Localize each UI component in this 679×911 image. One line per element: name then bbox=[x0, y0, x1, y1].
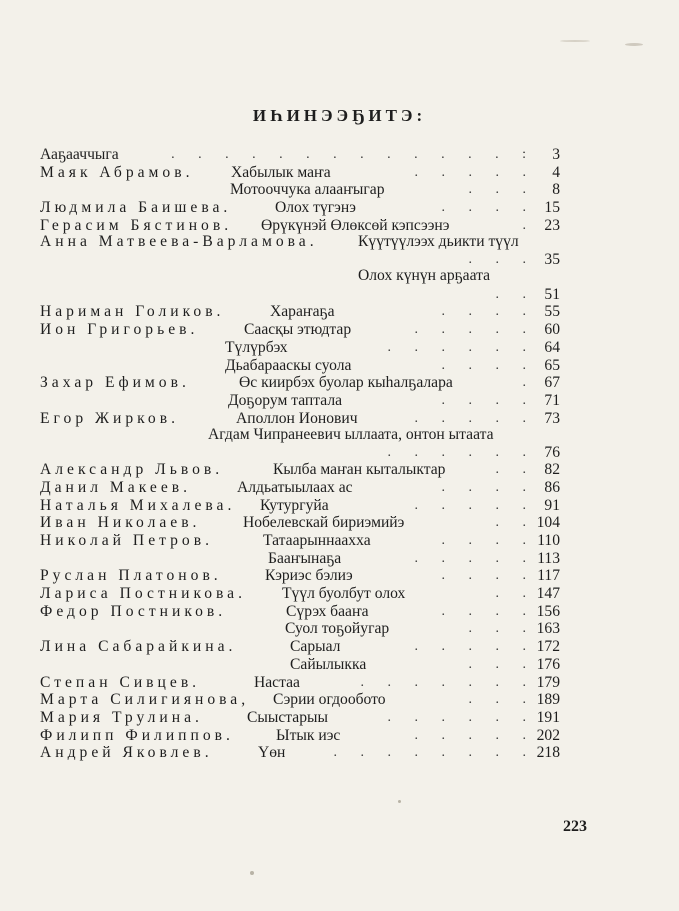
entry-title: Олох күнүн арҕаата bbox=[358, 267, 491, 285]
entry-page: 91 bbox=[544, 496, 560, 514]
entry-author: Иван Николаев. bbox=[40, 514, 201, 532]
entry-author: Захар Ефимов. bbox=[40, 374, 190, 392]
entry-page: 55 bbox=[544, 303, 560, 321]
toc-entry bbox=[40, 727, 560, 745]
entry-title: Суол тоҕойугар bbox=[285, 620, 390, 638]
entry-author: Андрей Яковлев. bbox=[40, 744, 213, 762]
leader-dots: . . . bbox=[468, 621, 536, 637]
toc-entry bbox=[40, 461, 560, 479]
entry-author: Герасим Бястинов. bbox=[40, 216, 233, 234]
entry-author: Степан Сивцев. bbox=[40, 673, 201, 691]
entry-page: 23 bbox=[544, 216, 560, 234]
leader-dots: . . . . . . . . bbox=[333, 745, 536, 761]
leader-dots: . bbox=[522, 375, 536, 391]
toc-entry bbox=[40, 303, 560, 321]
page-number: 223 bbox=[563, 818, 587, 835]
leader-dots: . . . . . bbox=[414, 322, 536, 338]
entry-page: 86 bbox=[544, 478, 560, 496]
contents-heading: ИҺИНЭЭҔИТЭ: bbox=[252, 106, 427, 125]
entry-title: Өрүкүнэй Өлөксөй кэпсээнэ bbox=[261, 216, 450, 234]
leader-dots: . . . bbox=[468, 656, 536, 672]
toc-entry bbox=[40, 603, 560, 621]
entry-author: Филипп Филиппов. bbox=[40, 726, 234, 744]
entry-page: 15 bbox=[544, 199, 560, 217]
paper-speck bbox=[250, 871, 254, 875]
leader-dots: . . . . . . . bbox=[360, 674, 536, 690]
leader-dots: . . bbox=[495, 462, 536, 478]
entry-title: Алдьатыылаах ас bbox=[237, 478, 353, 496]
leader-dots: . . . . . . bbox=[387, 444, 536, 460]
entry-page: 202 bbox=[536, 726, 560, 744]
toc-entry bbox=[40, 656, 560, 674]
leader-dots: . . . bbox=[468, 182, 536, 198]
leader-dots: . . . . bbox=[441, 603, 536, 619]
entry-title: Кылба маҥан кыталыктар bbox=[273, 461, 446, 479]
entry-author: Данил Макеев. bbox=[40, 478, 192, 496]
entry-title: Күүтүүлээх дьикти түүл bbox=[358, 233, 519, 251]
toc-entry bbox=[40, 268, 560, 303]
toc-entry bbox=[40, 620, 560, 638]
toc-entry bbox=[40, 674, 560, 692]
entry-title: Сайылыкка bbox=[290, 655, 367, 673]
entry-page: 8 bbox=[552, 181, 560, 199]
entry-author: Маяк Абрамов. bbox=[40, 163, 194, 181]
leader-dots: . . . . . . bbox=[387, 339, 536, 355]
entry-page: 110 bbox=[537, 532, 560, 549]
entry-author: Николай Петров. bbox=[40, 532, 213, 549]
leader-dots: . . . . . bbox=[414, 410, 536, 426]
entry-title: Сэрии огдообото bbox=[273, 691, 386, 709]
entry-title: Кутургуйа bbox=[260, 496, 329, 514]
leader-dots: . . . . bbox=[441, 357, 536, 373]
leader-dots: . bbox=[522, 217, 536, 233]
entry-page: 113 bbox=[537, 549, 560, 567]
entry-title: Олох түгэнэ bbox=[275, 199, 356, 217]
entry-title: Хараҥаҕа bbox=[270, 303, 335, 321]
entry-title: Нобелевскай бириэмийэ bbox=[243, 514, 405, 532]
toc-entry bbox=[40, 567, 560, 585]
toc-entry bbox=[40, 199, 560, 217]
entry-page: 60 bbox=[544, 321, 560, 339]
entry-page: 3 bbox=[552, 146, 560, 163]
entry-page: 218 bbox=[536, 744, 560, 762]
paper-speck bbox=[560, 40, 590, 42]
toc-entry bbox=[40, 146, 560, 164]
entry-title: Өс киирбэх буолар кыһалҕалара bbox=[239, 374, 453, 392]
entry-author: Анна Матвеева-Варламова. bbox=[40, 233, 318, 251]
entry-page: 51 bbox=[544, 285, 560, 303]
entry-page: 156 bbox=[536, 602, 560, 620]
toc-entry bbox=[40, 181, 560, 199]
toc-entry bbox=[40, 585, 560, 603]
leader-dots: . . . . . . bbox=[387, 709, 536, 725]
entry-page: 176 bbox=[536, 655, 560, 673]
toc-entry bbox=[40, 164, 560, 182]
leader-dots: . . . . bbox=[441, 568, 536, 584]
leader-dots: . . . . bbox=[441, 533, 536, 548]
entry-title: Бааҥынаҕа bbox=[268, 549, 342, 567]
entry-page: 76 bbox=[544, 443, 560, 461]
leader-dots: . . . . . bbox=[414, 550, 536, 566]
entry-page: 104 bbox=[536, 514, 560, 532]
entry-title: Сарыал bbox=[290, 638, 341, 656]
toc-entry bbox=[40, 234, 560, 268]
paper-speck bbox=[625, 43, 643, 46]
toc-entry bbox=[40, 514, 560, 532]
entry-author: Мария Трулина. bbox=[40, 708, 203, 726]
leader-dots: . . . . . bbox=[414, 727, 536, 743]
toc-entry bbox=[40, 532, 560, 550]
toc-entry bbox=[40, 744, 560, 762]
entry-title: Үөн bbox=[258, 744, 286, 762]
toc-entry bbox=[40, 410, 560, 428]
leader-dots: . . bbox=[495, 286, 536, 302]
entry-page: 172 bbox=[536, 638, 560, 656]
entry-page: 163 bbox=[536, 620, 560, 638]
leader-dots: . . bbox=[495, 586, 536, 602]
toc-entry bbox=[40, 638, 560, 656]
entry-author: Ион Григорьев. bbox=[40, 321, 199, 339]
entry-title: Ааҕааччыга bbox=[40, 146, 119, 163]
entry-page: 82 bbox=[544, 461, 560, 479]
leader-dots: . . . . . bbox=[414, 497, 536, 513]
entry-author: Лариса Постникова. bbox=[40, 585, 247, 603]
toc-entry bbox=[40, 339, 560, 357]
leader-dots: . . . bbox=[468, 251, 536, 267]
entry-author: Марта Силигиянова, bbox=[40, 691, 250, 709]
leader-dots: . . bbox=[495, 515, 536, 531]
paper-speck bbox=[398, 800, 401, 803]
entry-author: Егор Жирков. bbox=[40, 409, 179, 427]
entry-page: 64 bbox=[544, 338, 560, 356]
entry-page: 35 bbox=[544, 250, 560, 268]
entry-page: 73 bbox=[544, 409, 560, 427]
toc-entry bbox=[40, 392, 560, 410]
leader-dots: . . . . . bbox=[414, 639, 536, 655]
entry-page: 4 bbox=[552, 163, 560, 181]
entry-title: Мотооччука алааҥыгар bbox=[230, 181, 385, 199]
toc-entry bbox=[40, 497, 560, 515]
toc-entry bbox=[40, 691, 560, 709]
entry-title: Дьабарааскы суола bbox=[225, 356, 352, 374]
entry-author: Лина Сабарайкина. bbox=[40, 638, 237, 656]
entry-page: 147 bbox=[536, 585, 560, 603]
toc-entry bbox=[40, 321, 560, 339]
toc-entry bbox=[40, 479, 560, 497]
entry-title: Настаа bbox=[254, 673, 300, 691]
entry-title: Сыыстарыы bbox=[247, 708, 328, 726]
leader-dots: . . . . bbox=[441, 479, 536, 495]
entry-title: Ытык иэс bbox=[276, 726, 341, 744]
entry-page: 67 bbox=[544, 374, 560, 392]
entry-title: Хабылык маҥа bbox=[231, 163, 331, 181]
table-of-contents bbox=[40, 146, 560, 762]
entry-page: 191 bbox=[536, 708, 560, 726]
leader-dots: . . . . bbox=[441, 392, 536, 408]
entry-page: 71 bbox=[544, 391, 560, 409]
entry-page: 117 bbox=[537, 567, 560, 585]
leader-dots: . . . . . bbox=[414, 164, 536, 180]
entry-author: Людмила Баишева. bbox=[40, 199, 232, 217]
leader-dots: . . . bbox=[468, 692, 536, 708]
entry-author: Руслан Платонов. bbox=[40, 567, 222, 585]
entry-page: 189 bbox=[536, 691, 560, 709]
toc-entry bbox=[40, 217, 560, 235]
entry-author: Наталья Михалева. bbox=[40, 496, 236, 514]
toc-entry bbox=[40, 550, 560, 568]
toc-entry bbox=[40, 374, 560, 392]
leader-dots: . . . . bbox=[441, 200, 536, 216]
toc-entry bbox=[40, 427, 560, 461]
entry-title: Аполлон Ионович bbox=[236, 409, 358, 427]
entry-page: 65 bbox=[544, 356, 560, 374]
entry-title: Түүл буолбут олох bbox=[282, 585, 406, 603]
entry-author: Александр Львов. bbox=[40, 461, 224, 479]
entry-title: Сүрэх бааҥа bbox=[286, 602, 369, 620]
entry-title: Саасқы этюдтар bbox=[244, 321, 352, 339]
toc-entry bbox=[40, 709, 560, 727]
entry-author: Федор Постников. bbox=[40, 602, 227, 620]
toc-entry bbox=[40, 357, 560, 375]
leader-dots: . . . . bbox=[441, 304, 536, 320]
entry-author: Нариман Голиков. bbox=[40, 303, 225, 321]
entry-title: Агдам Чипранеевич ыллаата, онтон ытаата bbox=[208, 426, 494, 444]
entry-title: Татаарыннаахха bbox=[263, 532, 371, 549]
leader-dots: . . . . . . . . . . . . . : bbox=[171, 147, 536, 162]
entry-title: Түлүрбэх bbox=[225, 338, 288, 356]
entry-title: Кэриэс бэлиэ bbox=[265, 567, 353, 585]
entry-title: Доҕорум таптала bbox=[228, 391, 343, 409]
entry-page: 179 bbox=[536, 673, 560, 691]
